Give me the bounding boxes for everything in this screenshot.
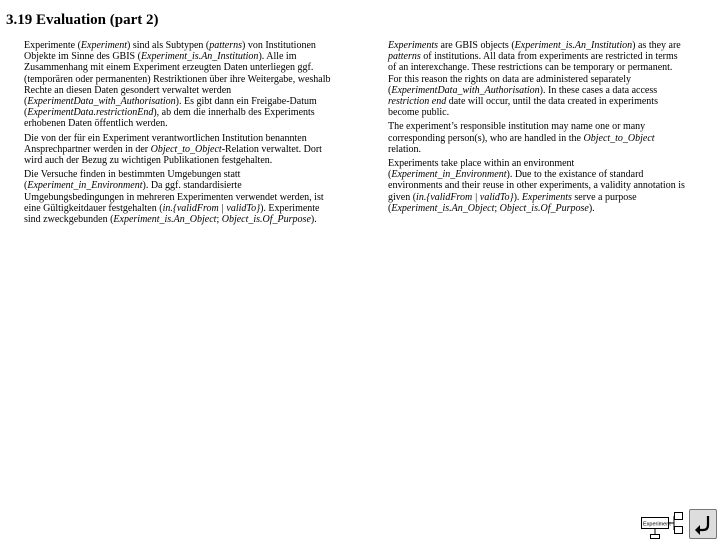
navigation-bar <box>640 507 720 539</box>
paragraph-en-1: Experiments are GBIS objects (Experiment_is.An_Institution) as they are patterns of institutions. All data from experiments are restricted in terms of an interexchange. These restrictions can be temporary or permanent. For this reason the rights on data are administered separately (ExperimentData_with_Authorisation). In these cases a data access restriction end date will occur, until the data created in experiments become public. <box>388 40 681 119</box>
german-text-column <box>24 40 334 228</box>
paragraph-de-2: Die von der für ein Experiment verantwortlichen Institution benannten Ansprechpartner werden in der Object_to_Object-Relation verwaltet. Dort wird auch der Bezug zu wichtigen Publikationen festgehalten. <box>24 132 322 167</box>
experiment-diagram-link[interactable] <box>641 511 685 539</box>
paragraph-de-1: Experimente (Experiment) sind als Subtypen (patterns) von Institutionen Objekte im Sinne des GBIS (Experiment_is.An_Institution). Alle im Zusammenhang mit einem Experiment erzeugten Daten unterliegen ggf. (temporären oder permanenten) Restriktionen über ihre Weitergabe, weshalb Rechte an diesen Daten gesondert verwaltet werden (ExperimentData_with_Authorisation). Es gibt dann ein Freigabe-Datum (ExperimentData.restrictionEnd), ab dem die innerhalb des Experiments erhobenen Daten öffentlich werden. <box>24 40 331 130</box>
english-text-column <box>388 40 688 217</box>
entity-diagram-icon <box>641 511 685 539</box>
return-arrow-icon <box>692 513 714 535</box>
paragraph-en-2: The experiment’s responsible institution may name one or many corresponding person(s), who are handled in the Object_to_Object relation. <box>388 121 655 155</box>
paragraph-en-3: Experiments take place within an environment (Experiment_in_Environment). Due to the existance of standard environments and their reuse in other experiments, a validity annotation is given (in.{validFrom | validTo}). Experiments serve a purpose (Experiment_is.An_Object; Object_is.Of_Purpose). <box>388 158 685 214</box>
back-button[interactable] <box>689 509 717 539</box>
diagram-label: Experiment <box>643 521 671 528</box>
paragraph-de-3: Die Versuche finden in bestimmten Umgebungen statt (Experiment_in_Environment). Da ggf. standardisierte Umgebungsbedingungen in mehreren Experimenten verwendet werden, ist eine Gültigkeitdauer festgehalten (in.{validFrom | validTo}). Experimente sind zweckgebunden (Experiment_is.An_Object; Object_is.Of_Purpose). <box>24 169 324 226</box>
page-title: 3.19 Evaluation (part 2) <box>6 12 159 28</box>
